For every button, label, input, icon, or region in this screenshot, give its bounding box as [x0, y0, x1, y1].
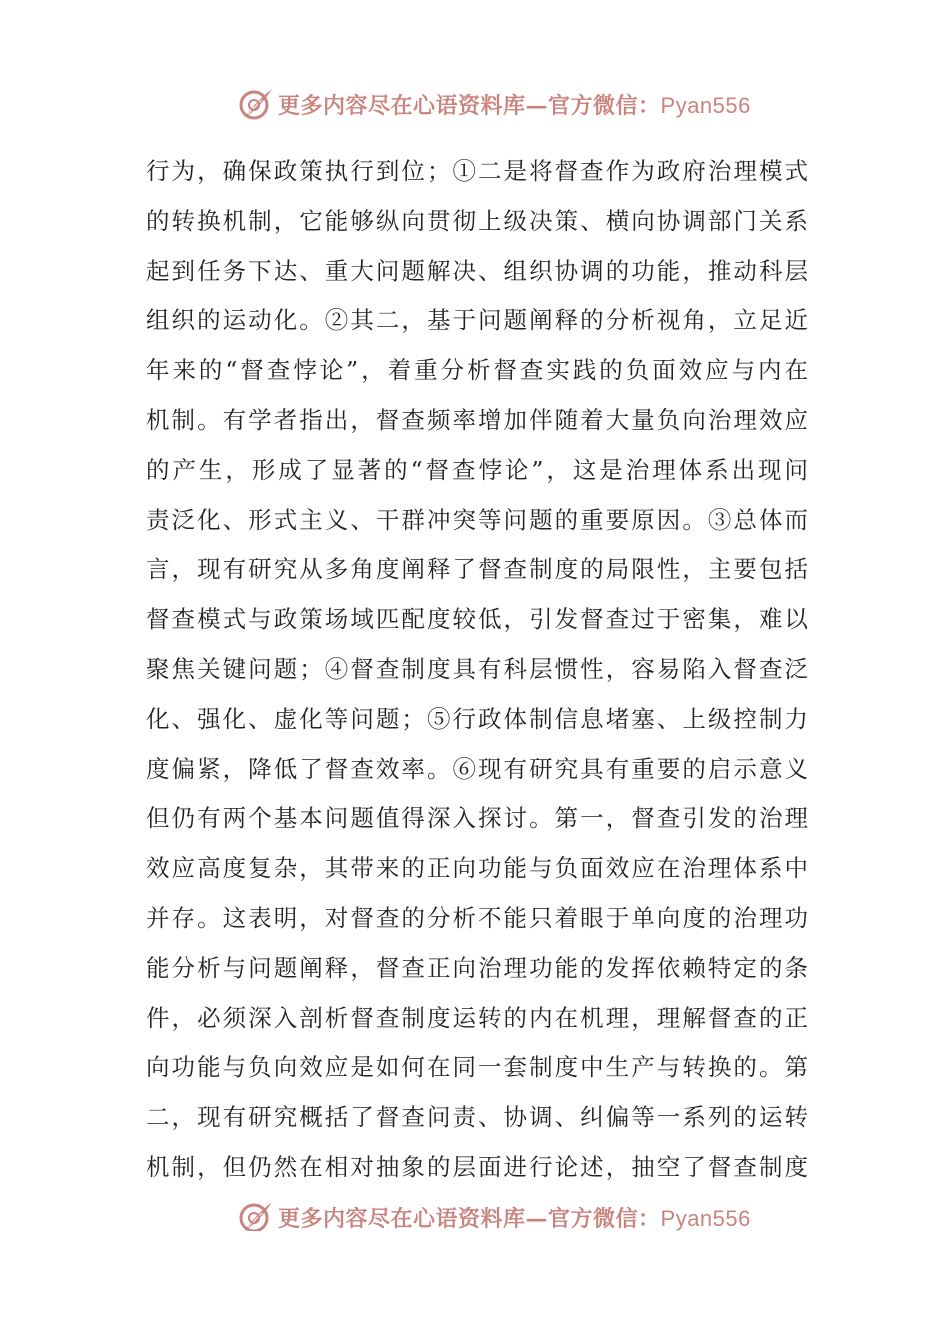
page-footer: [236, 1203, 751, 1231]
text-line: 能分析与问题阐释，督查正向治理功能的发挥依赖特定的条: [146, 953, 808, 982]
text-line: 督查模式与政策场域匹配度较低，引发督查过于密集，难以: [146, 605, 808, 634]
text-line: 机制，但仍然在相对抽象的层面进行论述，抽空了督查制度: [146, 1152, 808, 1181]
quill-logo-icon: [236, 84, 276, 124]
text-line: 言，现有研究从多角度阐释了督查制度的局限性，主要包括: [146, 555, 808, 584]
text-line: 化、强化、虚化等问题；⑤行政体制信息堵塞、上级控制力: [146, 704, 808, 733]
footer-title-main: 更多内容尽在心语资料库—官方微信：: [278, 1205, 661, 1231]
header-wechat-handle: Pyan556: [660, 92, 751, 118]
text-line: 的产生，形成了显著的“督查悖论”，这是治理体系出现问: [146, 455, 808, 484]
footer-wechat-handle: Pyan556: [660, 1205, 751, 1231]
text-line: 组织的运动化。②其二，基于问题阐释的分析视角，立足近: [146, 306, 808, 335]
text-line: 行为，确保政策执行到位；①二是将督查作为政府治理模式: [146, 157, 808, 185]
text-line: 年来的“督查悖论”，着重分析督查实践的负面效应与内在: [146, 356, 808, 385]
text-line: 机制。有学者指出，督查频率增加伴随着大量负向治理效应: [146, 405, 808, 434]
header-title: [278, 89, 751, 120]
text-line: 效应高度复杂，其带来的正向功能与负面效应在治理体系中: [146, 854, 808, 883]
text-line: 向功能与负向效应是如何在同一套制度中生产与转换的。第: [146, 1053, 808, 1082]
footer-title: [278, 1203, 751, 1231]
header-title-main: 更多内容尽在心语资料库—官方微信：: [278, 92, 661, 119]
text-line: 聚焦关键问题；④督查制度具有科层惯性，容易陷入督查泛: [146, 654, 808, 683]
page-header: [236, 84, 751, 124]
text-line: 的转换机制，它能够纵向贯彻上级决策、横向协调部门关系: [146, 206, 808, 235]
text-line: 责泛化、形式主义、干群冲突等问题的重要原因。③总体而: [146, 505, 808, 534]
text-line: 件，必须深入剖析督查制度运转的内在机理，理解督查的正: [146, 1003, 808, 1032]
text-line: 并存。这表明，对督查的分析不能只着眼于单向度的治理功: [146, 903, 808, 932]
text-line: 起到任务下达、重大问题解决、组织协调的功能，推动科层: [146, 256, 808, 285]
quill-logo-icon: [236, 1203, 276, 1231]
text-line: 但仍有两个基本问题值得深入探讨。第一，督查引发的治理: [146, 804, 808, 833]
text-line: 二，现有研究概括了督查问责、协调、纠偏等一系列的运转: [146, 1103, 808, 1132]
text-line: 度偏紧，降低了督查效率。⑥现有研究具有重要的启示意义: [146, 754, 808, 783]
body-text: [146, 147, 808, 1193]
